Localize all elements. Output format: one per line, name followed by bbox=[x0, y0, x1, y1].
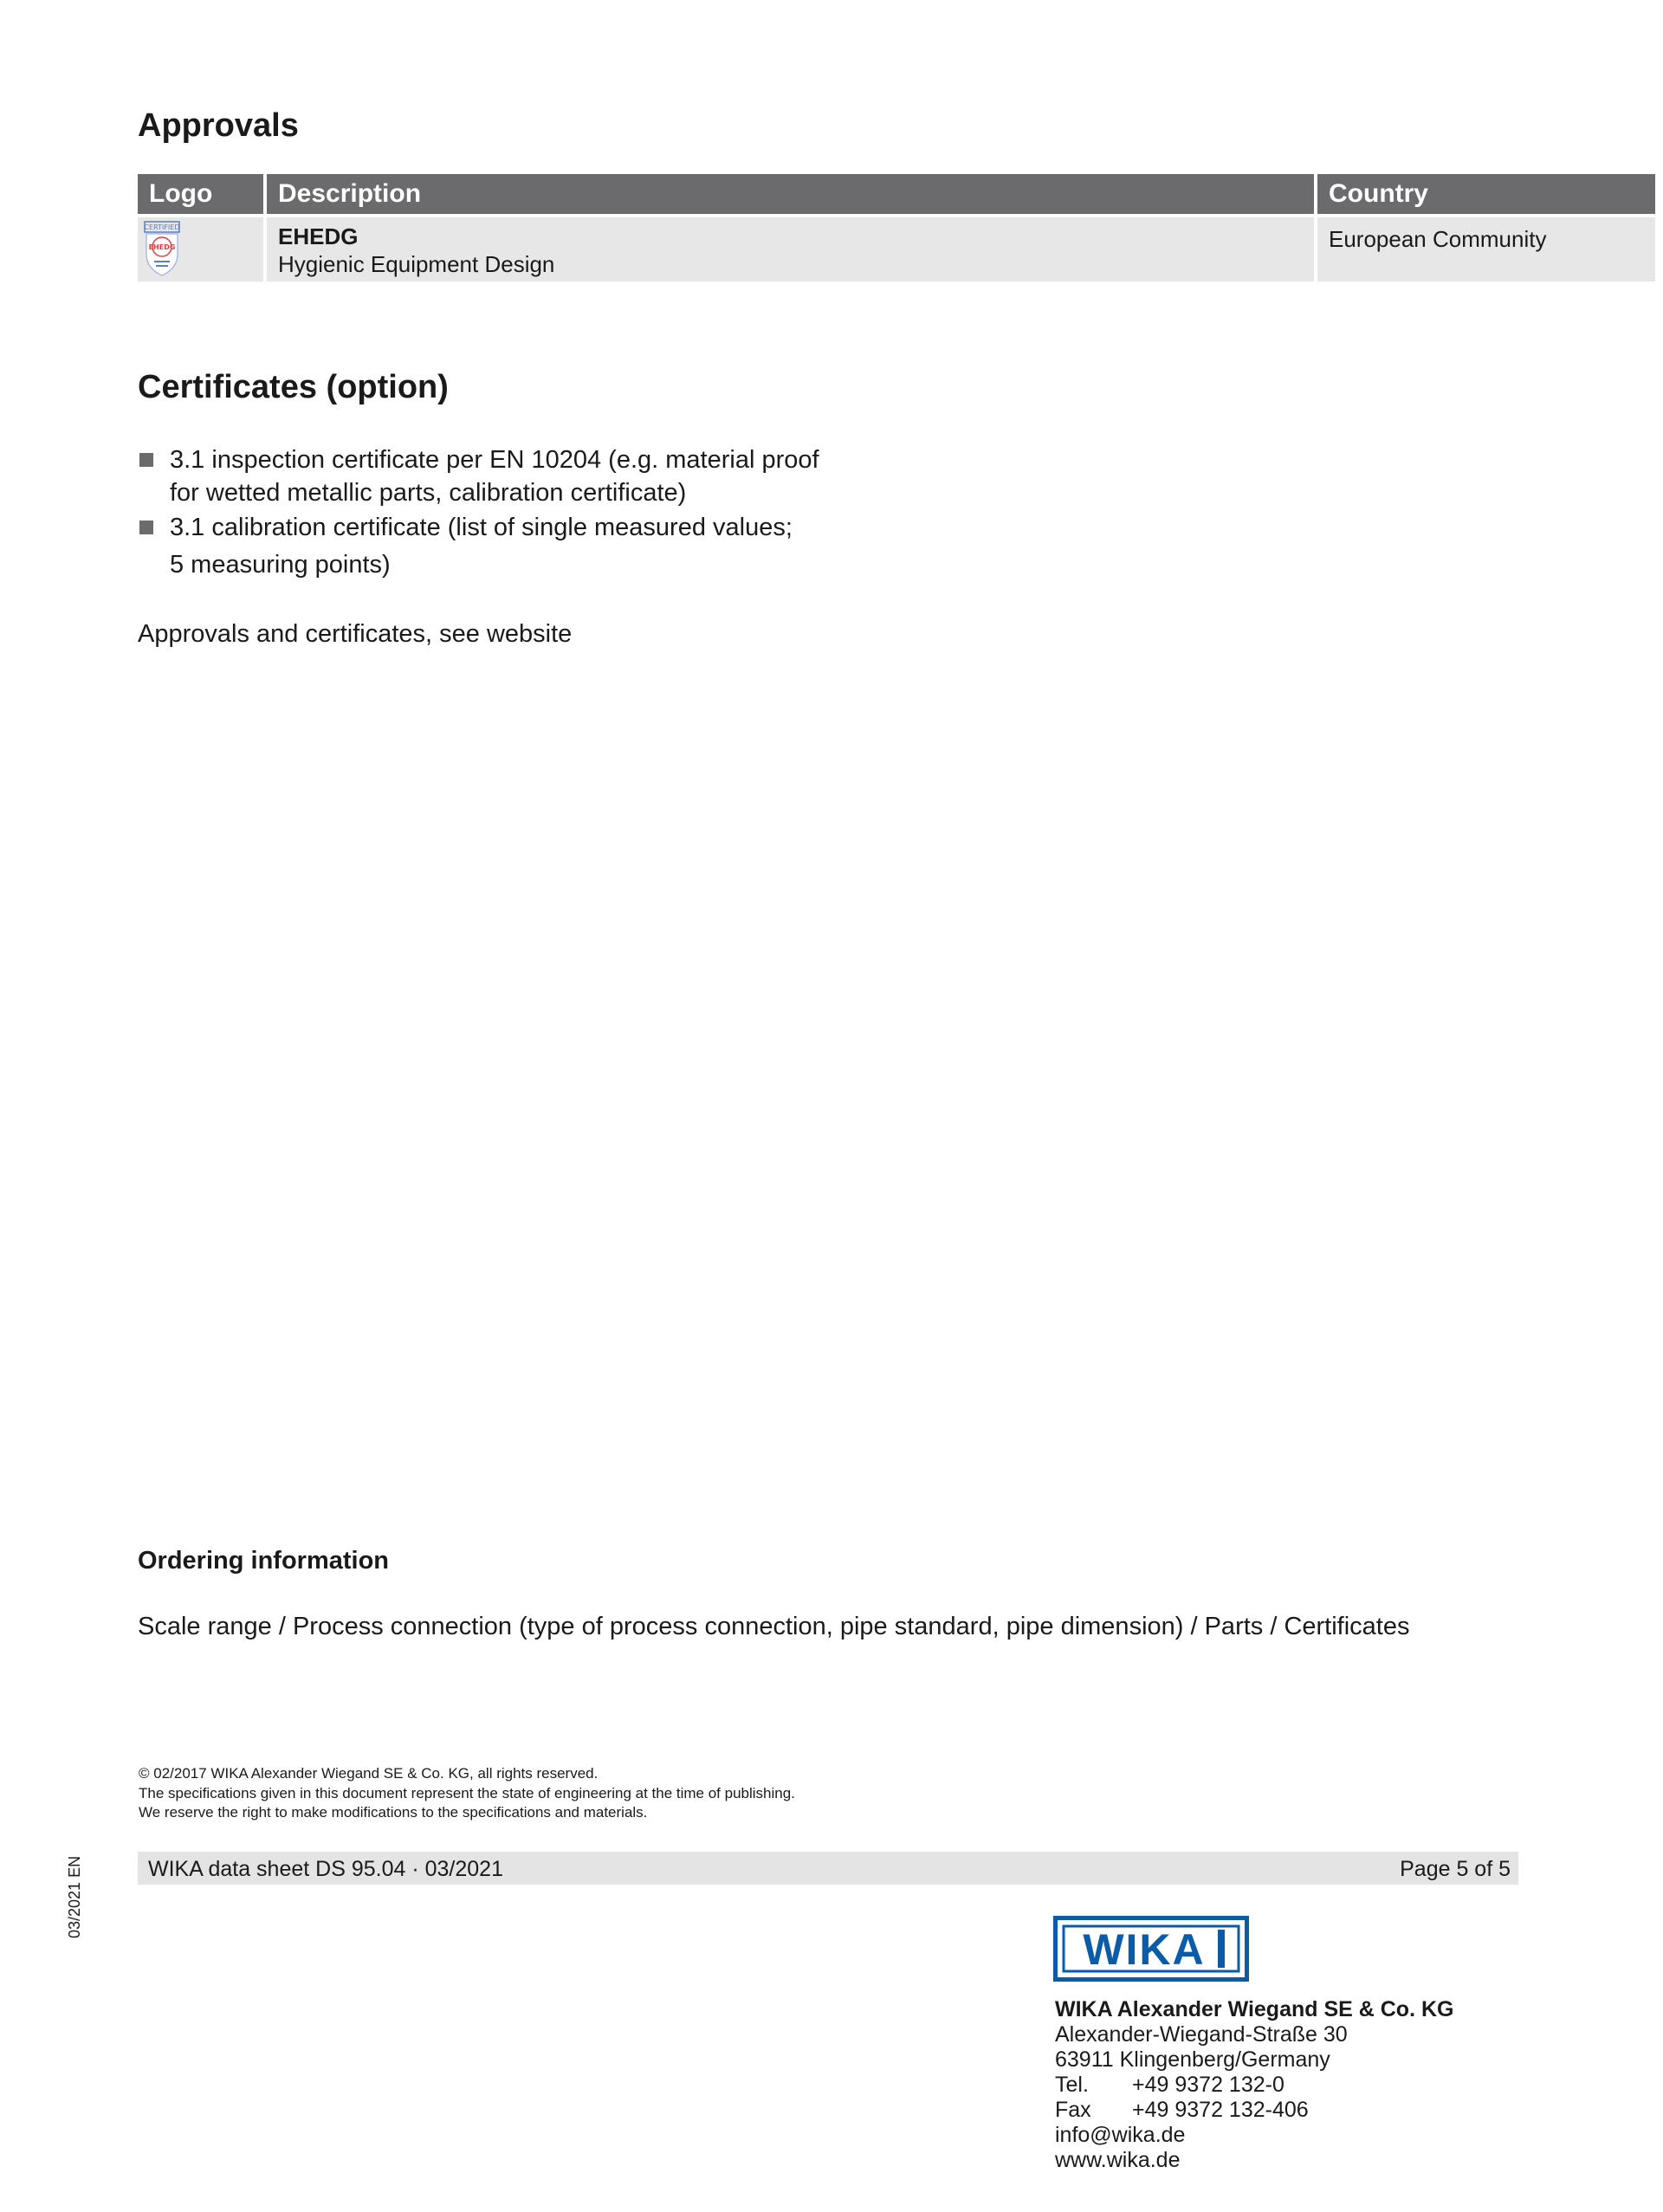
company-tel bbox=[1055, 2073, 1453, 2098]
legal-line: We reserve the right to make modifications to the specifications and materials. bbox=[139, 1804, 648, 1821]
wika-logo-text: WIKA bbox=[1083, 1925, 1206, 1974]
fax-value: +49 9372 132-406 bbox=[1132, 2098, 1309, 2122]
list-item-line2: for wetted metallic parts, calibration certificate) bbox=[170, 479, 687, 507]
column-header-country: Country bbox=[1317, 174, 1655, 214]
company-address bbox=[1055, 1997, 1453, 2173]
description-main: EHEDG bbox=[278, 223, 359, 249]
footer-bar bbox=[138, 1852, 1518, 1885]
wika-logo-icon bbox=[1053, 1916, 1249, 1982]
logo-ehedg-text: EHEDG bbox=[148, 243, 176, 251]
company-street: Alexander-Wiegand-Straße 30 bbox=[1055, 2022, 1348, 2047]
certificates-list bbox=[138, 443, 1004, 583]
ordering-heading: Ordering information bbox=[138, 1547, 389, 1575]
column-header-description: Description bbox=[267, 174, 1314, 214]
list-item bbox=[138, 443, 1004, 509]
ordering-text: Scale range / Process connection (type of process connection, pipe standard, pipe dimension) / Parts / Certificates bbox=[138, 1613, 1410, 1640]
square-bullet-icon bbox=[139, 453, 153, 467]
list-item bbox=[138, 511, 1004, 581]
approvals-note: Approvals and certificates, see website bbox=[138, 620, 573, 648]
legal-line: © 02/2017 WIKA Alexander Wiegand SE & Co. KG, all rights reserved. bbox=[139, 1765, 599, 1782]
approvals-heading: Approvals bbox=[138, 107, 299, 144]
table-row-logo-cell bbox=[138, 217, 263, 281]
list-item-line2: 5 measuring points) bbox=[170, 551, 391, 579]
datasheet-reference: WIKA data sheet DS 95.04 · 03/2021 bbox=[148, 1857, 503, 1881]
company-website[interactable]: www.wika.de bbox=[1055, 2148, 1181, 2172]
table-row-country-cell bbox=[1317, 217, 1655, 281]
column-header-logo: Logo bbox=[138, 174, 263, 214]
company-name: WIKA Alexander Wiegand SE & Co. KG bbox=[1055, 1997, 1454, 2021]
legal-line: The specifications given in this document represent the state of engineering at the time of publishing. bbox=[139, 1784, 795, 1801]
square-bullet-icon bbox=[139, 521, 153, 534]
table-row-description-cell bbox=[267, 217, 1314, 281]
company-fax bbox=[1055, 2098, 1453, 2123]
logo-certified-text: CERTIFIED bbox=[144, 223, 180, 231]
tel-label: Tel. bbox=[1055, 2073, 1089, 2097]
side-date-label: 03/2021 EN bbox=[66, 1855, 83, 1938]
description-sub: Hygienic Equipment Design bbox=[278, 251, 555, 277]
approvals-table bbox=[138, 174, 1547, 281]
list-item-line1: 3.1 inspection certificate per EN 10204 (e.g. material proof bbox=[170, 446, 819, 474]
company-email[interactable]: info@wika.de bbox=[1055, 2123, 1186, 2147]
list-item-line1: 3.1 calibration certificate (list of single measured values; bbox=[170, 514, 793, 541]
certificates-heading: Certificates (option) bbox=[138, 369, 449, 405]
legal-notice bbox=[139, 1764, 795, 1823]
country-value: European Community bbox=[1329, 226, 1547, 252]
fax-label: Fax bbox=[1055, 2098, 1091, 2122]
wika-logo bbox=[1053, 1916, 1249, 1982]
tel-value: +49 9372 132-0 bbox=[1132, 2073, 1284, 2097]
company-city: 63911 Klingenberg/Germany bbox=[1055, 2047, 1330, 2072]
ehedg-certified-logo-icon bbox=[142, 221, 182, 278]
page-number: Page 5 of 5 bbox=[1400, 1857, 1511, 1881]
